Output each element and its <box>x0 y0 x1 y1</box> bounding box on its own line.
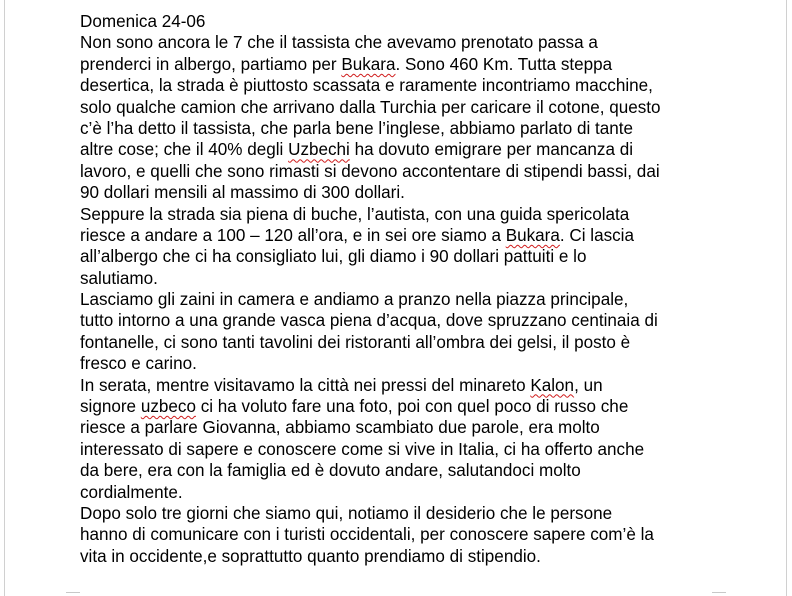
text-run: desertica, la strada è piuttosto scassata e raramente incontriamo macchine, <box>80 76 653 96</box>
text-run: prenderci in albergo, partiamo per <box>80 54 342 74</box>
text-run: fresco e carino. <box>80 354 197 374</box>
text-run: Non sono ancora le 7 che il tassista che avevamo prenotato passa a <box>80 33 598 53</box>
text-run: Domenica 24-06 <box>80 12 206 31</box>
text-line <box>80 161 740 182</box>
text-line <box>80 97 740 118</box>
text-line <box>80 396 740 417</box>
text-line <box>80 118 740 139</box>
spellcheck-flagged-word: Kalon <box>530 375 575 395</box>
text-line <box>80 503 740 524</box>
text-line <box>80 54 740 75</box>
text-run: all’albergo che ci ha consigliato lui, gli diamo i 90 dollari pattuiti e lo <box>80 247 587 267</box>
text-run: vita in occidente,e soprattutto quanto prendiamo di stipendio. <box>80 546 541 566</box>
margin-corner-mark-left <box>66 592 80 593</box>
text-line <box>80 460 740 481</box>
text-run: riesce a andare a 100 – 120 all’ora, e in sei ore siamo a <box>80 225 506 245</box>
text-run: . Ci lascia <box>559 225 634 245</box>
document-date-heading <box>80 11 740 32</box>
text-run: c’è l’ha detto il tassista, che parla bene l’inglese, abbiamo parlato di tante <box>80 118 634 138</box>
text-run: cordialmente. <box>80 482 183 502</box>
text-line <box>80 375 740 396</box>
page-edge-left <box>4 0 5 596</box>
text-line <box>80 353 740 374</box>
text-run: ha dovuto emigrare per mancanza di <box>349 140 634 160</box>
text-run: salutiamo. <box>80 268 158 288</box>
text-line <box>80 482 740 503</box>
text-line <box>80 32 740 53</box>
text-line <box>80 417 740 438</box>
text-run: altre cose; che il 40% degli <box>80 140 289 160</box>
text-run: , un <box>574 375 603 395</box>
spellcheck-flagged-word: Bukara <box>341 54 396 74</box>
text-run: da bere, era con la famiglia ed è dovuto andare, salutandoci molto <box>80 461 581 481</box>
text-line <box>80 182 740 203</box>
text-line <box>80 204 740 225</box>
text-run: interessato di sapere e conoscere come si vive in Italia, ci ha offerto anche <box>80 439 645 459</box>
text-line <box>80 139 740 160</box>
text-run: ci ha voluto fare una foto, poi con quel poco di russo che <box>195 397 629 417</box>
page-edge-right <box>786 0 787 596</box>
spellcheck-flagged-word: Bukara <box>505 225 560 245</box>
spellcheck-flagged-word: uzbeco <box>140 397 196 417</box>
text-run: Lasciamo gli zaini in camera e andiamo a pranzo nella piazza principale, <box>80 290 629 310</box>
text-run: signore <box>80 397 141 417</box>
text-run: solo qualche camion che arrivano dalla Turchia per caricare il cotone, questo <box>80 97 661 117</box>
text-line <box>80 524 740 545</box>
spellcheck-flagged-word: Uzbechi <box>288 140 350 160</box>
text-line <box>80 310 740 331</box>
text-run: riesce a parlare Giovanna, abbiamo scambiato due parole, era molto <box>80 418 600 438</box>
text-line <box>80 289 740 310</box>
text-line <box>80 75 740 96</box>
text-run: Dopo solo tre giorni che siamo qui, notiamo il desiderio che le persone <box>80 503 613 523</box>
text-run: lavoro, e quelli che sono rimasti si devono accontentare di stipendi bassi, dai <box>80 161 660 181</box>
text-line <box>80 246 740 267</box>
margin-corner-mark-right <box>712 592 726 593</box>
text-run: 90 dollari mensili al massimo di 300 dollari. <box>80 183 405 203</box>
text-run: fontanelle, ci sono tanti tavolini dei ristoranti all’ombra dei gelsi, il posto è <box>80 332 631 352</box>
text-line <box>80 225 740 246</box>
text-run: hanno di comunicare con i turisti occidentali, per conoscere sapere com’è la <box>80 525 654 545</box>
text-line <box>80 546 740 567</box>
text-line <box>80 332 740 353</box>
text-run: In serata, mentre visitavamo la città nei pressi del minareto <box>80 375 531 395</box>
text-run: . Sono 460 Km. Tutta steppa <box>395 54 613 74</box>
document-body[interactable] <box>80 11 740 567</box>
text-line <box>80 268 740 289</box>
text-run: Seppure la strada sia piena di buche, l’autista, con una guida spericolata <box>80 204 630 224</box>
text-run: tutto intorno a una grande vasca piena d’acqua, dove spruzzano centinaia di <box>80 311 658 331</box>
text-line <box>80 439 740 460</box>
